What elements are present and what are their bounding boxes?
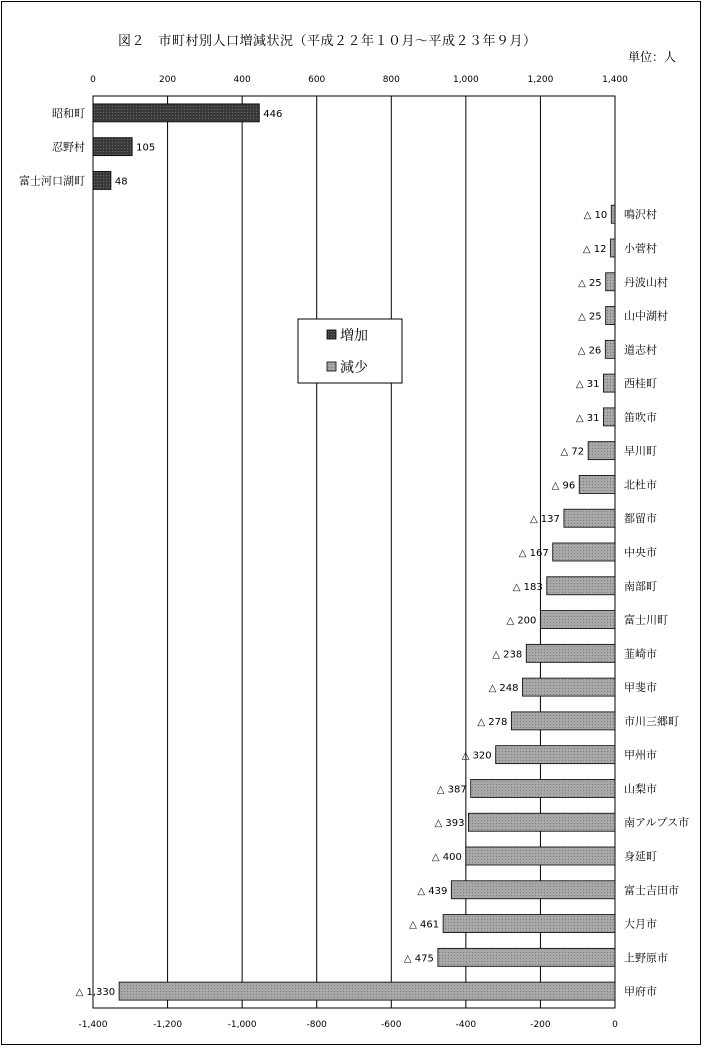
bar-decrease [605, 340, 615, 358]
category-label-decrease: 市川三郷町 [624, 714, 679, 728]
data-label-increase: 48 [114, 176, 128, 188]
category-label-decrease: 北杜市 [624, 478, 657, 492]
category-label-increase: 忍野村 [52, 140, 85, 154]
data-label-decrease: △ 72 [560, 446, 585, 458]
data-label-decrease: △ 10 [583, 210, 608, 222]
bottom-axis-tick-label: 0 [612, 1020, 618, 1030]
data-label-decrease: △ 248 [488, 683, 519, 695]
category-label-increase: 昭和町 [52, 106, 85, 120]
category-label-decrease: 南アルプス市 [624, 816, 690, 830]
data-label-decrease: △ 1,330 [75, 987, 116, 999]
data-label-decrease: △ 320 [461, 750, 492, 762]
category-label-decrease: 南部町 [624, 579, 657, 593]
category-label-decrease: 韮崎市 [624, 647, 657, 661]
category-label-decrease: 上野原市 [624, 951, 668, 965]
bottom-axis-tick-label: -1,400 [78, 1020, 108, 1030]
bar-decrease [511, 712, 615, 730]
bottom-axis-tick-label: -1,200 [153, 1020, 183, 1030]
bar-decrease [606, 273, 615, 291]
category-label-increase: 富士河口湖町 [19, 174, 85, 188]
category-label-decrease: 都留市 [624, 512, 657, 526]
data-label-increase: 105 [136, 142, 156, 154]
legend-swatch-increase [327, 330, 336, 339]
legend-label-decrease: 減少 [340, 360, 368, 376]
bar-decrease [526, 644, 615, 662]
category-label-decrease: 西桂町 [624, 377, 657, 391]
category-label-decrease: 大月市 [624, 917, 657, 931]
unit-label: 単位：人 [627, 50, 676, 64]
data-label-decrease: △ 183 [512, 581, 543, 593]
top-axis-tick-label: 1,200 [527, 75, 554, 85]
category-label-decrease: 丹波山村 [624, 275, 668, 289]
bar-increase [93, 171, 111, 189]
data-label-decrease: △ 475 [403, 953, 434, 965]
bar-decrease [603, 408, 615, 426]
data-label-decrease: △ 25 [578, 277, 602, 289]
bar-decrease [451, 881, 615, 899]
category-label-decrease: 富士川町 [624, 613, 668, 627]
bar-decrease [553, 543, 615, 561]
category-label-decrease: 早川町 [624, 444, 657, 458]
data-label-decrease: △ 461 [409, 919, 440, 931]
bar-decrease [523, 678, 615, 696]
bar-decrease [564, 509, 615, 527]
data-label-decrease: △ 26 [577, 345, 602, 357]
category-label-decrease: 甲州市 [624, 748, 657, 762]
bar-decrease [611, 239, 615, 257]
legend [298, 319, 402, 383]
top-axis-tick-label: 600 [308, 75, 326, 85]
bottom-axis-tick-label: -200 [530, 1020, 551, 1030]
bar-increase [93, 138, 132, 156]
bar-decrease [471, 779, 615, 797]
top-axis-tick-label: 800 [382, 75, 400, 85]
bottom-axis-tick-label: -800 [306, 1020, 327, 1030]
data-label-decrease: △ 400 [431, 852, 462, 863]
data-label-decrease: △ 238 [492, 649, 523, 661]
bar-decrease [603, 374, 615, 392]
data-label-decrease: △ 137 [529, 514, 560, 526]
data-label-decrease: △ 387 [436, 784, 467, 796]
category-label-decrease: 甲府市 [624, 985, 657, 999]
bar-decrease [496, 746, 615, 764]
top-axis-tick-label: 0 [90, 75, 96, 85]
bottom-axis-tick-label: -600 [381, 1020, 402, 1030]
category-label-decrease: 山中湖村 [624, 309, 668, 323]
legend-label-increase: 増加 [340, 328, 368, 344]
category-label-decrease: 鳴沢村 [624, 208, 657, 222]
category-label-decrease: 富士吉田市 [624, 883, 679, 897]
bar-decrease [540, 611, 615, 629]
bar-decrease [606, 307, 615, 325]
top-axis-tick-label: 1,400 [602, 75, 628, 85]
category-label-decrease: 身延町 [624, 850, 657, 863]
category-label-decrease: 甲斐市 [624, 681, 657, 695]
legend-swatch-decrease [327, 362, 336, 371]
category-label-decrease: 道志村 [624, 343, 657, 357]
data-label-decrease: △ 31 [575, 379, 600, 391]
bar-increase [93, 104, 259, 122]
category-label-decrease: 中央市 [624, 546, 657, 559]
data-label-decrease: △ 167 [518, 548, 549, 559]
bar-decrease [579, 475, 615, 493]
bar-decrease [468, 813, 615, 831]
bar-decrease [443, 915, 615, 933]
bar-decrease [466, 847, 615, 865]
top-axis-tick-label: 1,000 [452, 75, 479, 85]
bar-decrease [438, 948, 615, 966]
bar-decrease [588, 442, 615, 460]
data-label-decrease: △ 439 [417, 885, 448, 897]
data-label-decrease: △ 31 [575, 412, 600, 424]
top-axis-tick-label: 400 [233, 75, 251, 85]
data-label-increase: 446 [263, 108, 283, 120]
top-axis-tick-label: 200 [158, 75, 177, 85]
data-label-decrease: △ 12 [582, 244, 607, 255]
data-label-decrease: △ 393 [434, 818, 465, 830]
category-label-decrease: 小菅村 [624, 242, 657, 255]
bottom-axis-tick-label: -400 [455, 1020, 477, 1030]
data-label-decrease: △ 278 [477, 716, 508, 728]
category-label-decrease: 笛吹市 [624, 410, 657, 424]
bar-decrease [119, 982, 615, 1000]
bar-decrease [611, 205, 615, 223]
data-label-decrease: △ 96 [551, 480, 576, 492]
category-label-decrease: 山梨市 [624, 782, 657, 796]
data-label-decrease: △ 25 [578, 311, 602, 323]
chart-title: 図２ 市町村別人口増減状況（平成２２年１０月～平成２３年９月） [118, 34, 537, 49]
bottom-axis-tick-label: -1,000 [227, 1020, 257, 1030]
bar-decrease [547, 577, 615, 595]
data-label-decrease: △ 200 [506, 615, 537, 627]
